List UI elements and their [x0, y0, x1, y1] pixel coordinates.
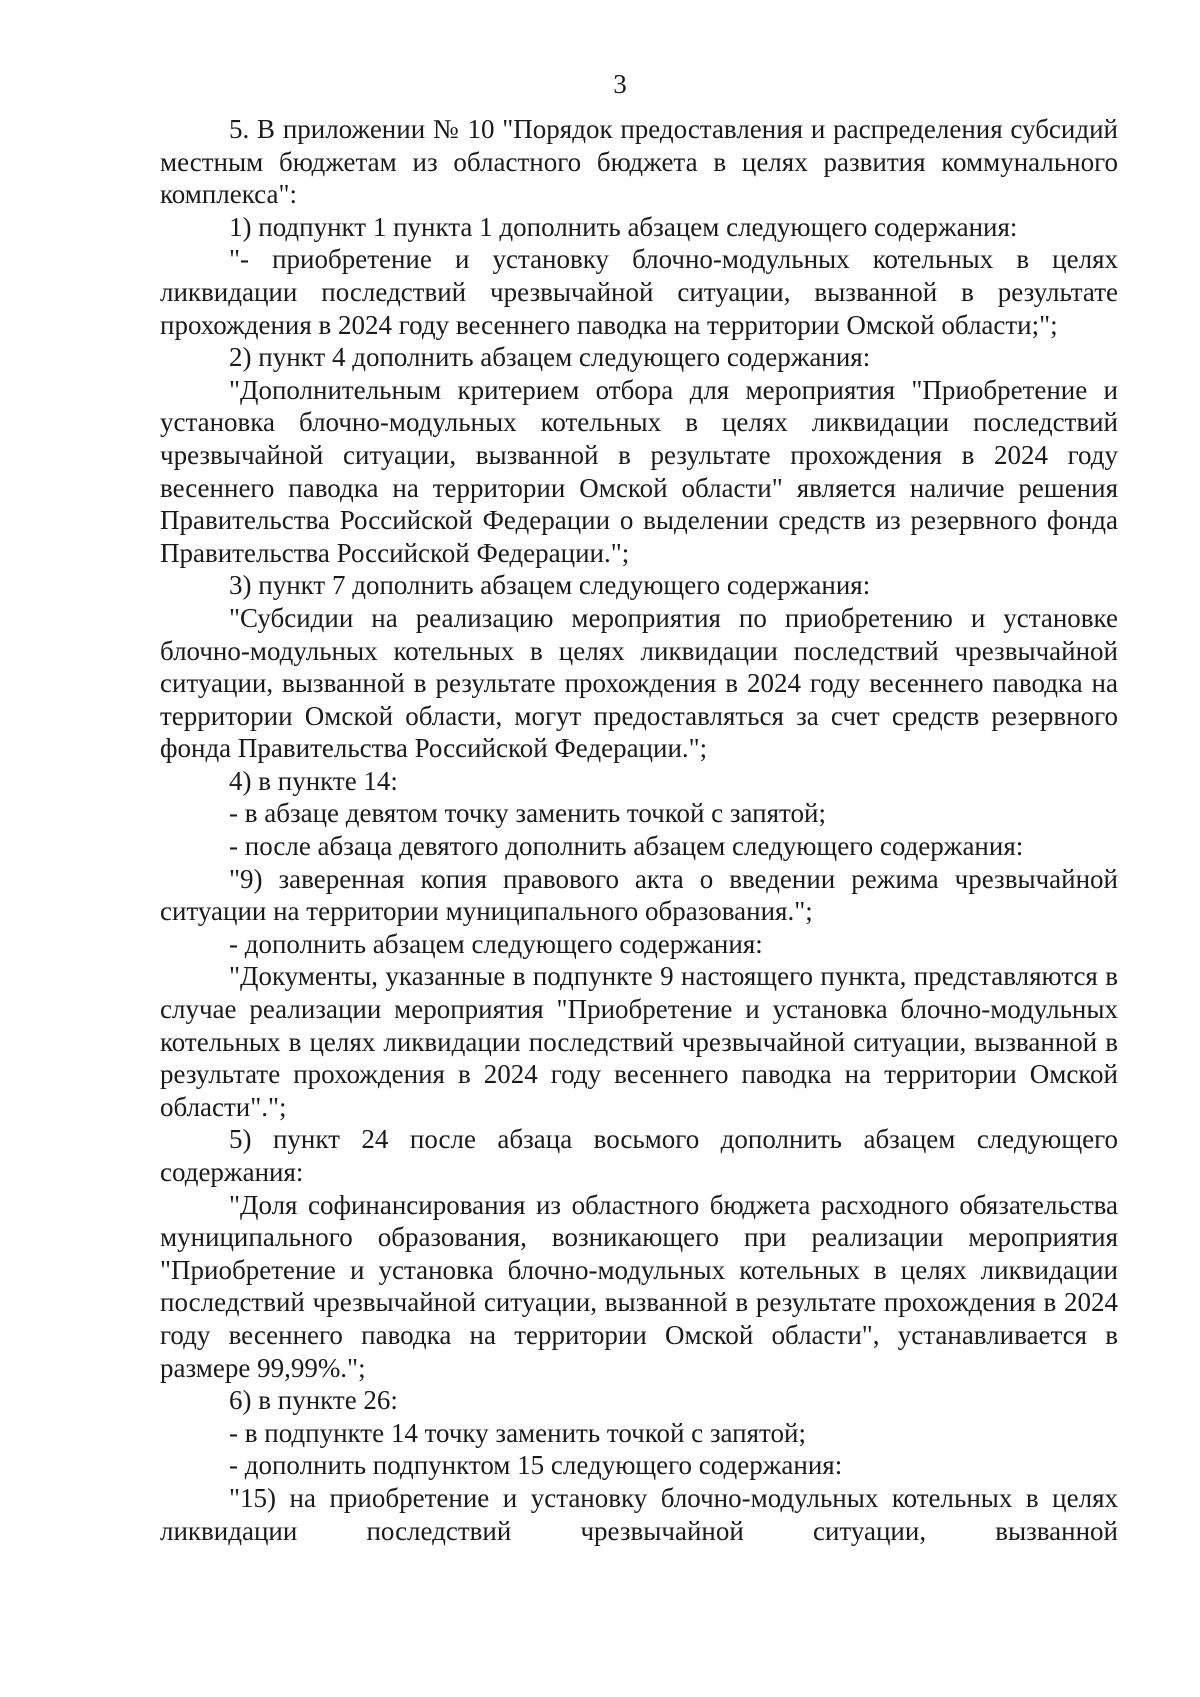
paragraph-dash-1: - в абзаце девятом точку заменить точкой с запятой;	[229, 798, 826, 829]
paragraph-quote-1: "- приобретение и установку блочно-модульных котельных в целях ликвидации последствий чрезвычайной ситуации, вызванной в результате прохождения в 2024 году весеннего паводка на территории Омской области;";	[160, 244, 1118, 340]
paragraph-quote-3: "Субсидии на реализацию мероприятия по приобретению и установке блочно-модульных котельных в целях ликвидации последствий чрезвычайной ситуации, вызванной в результате прохождения в 2024 году весеннего паводка на территории Омской области, могут предоставляться за счет средств резервного фонда Правительства Российской Федерации.";	[160, 602, 1118, 764]
paragraph-quote-5: "Документы, указанные в подпункте 9 настоящего пункта, представляются в случае реализации мероприятия "Приобретение и установка блочно-модульных котельных в целях ликвидации последствий чрезвычайной ситуации, вызванной в результате прохождения в 2024 году весеннего паводка на территории Омской области".";	[160, 961, 1118, 1122]
paragraph-subitem-3: 3) пункт 7 дополнить абзацем следующего содержания:	[229, 570, 871, 601]
paragraph-subitem-1: 1) подпункт 1 пункта 1 дополнить абзацем следующего содержания:	[229, 211, 1018, 242]
document-body	[160, 113, 1118, 1547]
paragraph-dash-5: - дополнить подпунктом 15 следующего содержания:	[229, 1450, 843, 1481]
page-number: 3	[613, 69, 627, 99]
paragraph-quote-7-continued: "15) на приобретение и установку блочно-модульных котельных в целях ликвидации последствий чрезвычайной ситуации, вызванной	[160, 1482, 1118, 1546]
paragraph-item-5: 5. В приложении № 10 "Порядок предоставления и распределения субсидий местным бюджетам из областного бюджета в целях развития коммунального комплекса":	[160, 114, 1118, 210]
paragraph-subitem-2: 2) пункт 4 дополнить абзацем следующего содержания:	[229, 342, 871, 373]
paragraph-subitem-4: 4) в пункте 14:	[229, 765, 398, 796]
paragraph-quote-4: "9) заверенная копия правового акта о введении режима чрезвычайной ситуации на территории муниципального образования.";	[160, 863, 1118, 927]
paragraph-subitem-5: 5) пункт 24 после абзаца восьмого дополнить абзацем следующего содержания:	[160, 1124, 1118, 1187]
paragraph-dash-4: - в подпункте 14 точку заменить точкой с запятой;	[229, 1417, 806, 1448]
paragraph-quote-2: "Дополнительным критерием отбора для мероприятия "Приобретение и установка блочно-модульных котельных в целях ликвидации последствий чрезвычайной ситуации, вызванной в результате прохождения в 2024 году весеннего паводка на территории Омской области" является наличие решения Правительства Российской Федерации о выделении средств из резервного фонда Правительства Российской Федерации.";	[160, 374, 1118, 568]
paragraph-quote-6: "Доля софинансирования из областного бюджета расходного обязательства муниципального образования, возникающего при реализации мероприятия "Приобретение и установка блочно-модульных котельных в целях ликвидации последствий чрезвычайной ситуации, вызванной в результате прохождения в 2024 году весеннего паводка на территории Омской области", устанавливается в размере 99,99%.";	[160, 1189, 1118, 1383]
paragraph-dash-2: - после абзаца девятого дополнить абзацем следующего содержания:	[229, 831, 1024, 862]
paragraph-dash-3: - дополнить абзацем следующего содержания:	[229, 928, 763, 959]
paragraph-subitem-6: 6) в пункте 26:	[229, 1385, 398, 1416]
